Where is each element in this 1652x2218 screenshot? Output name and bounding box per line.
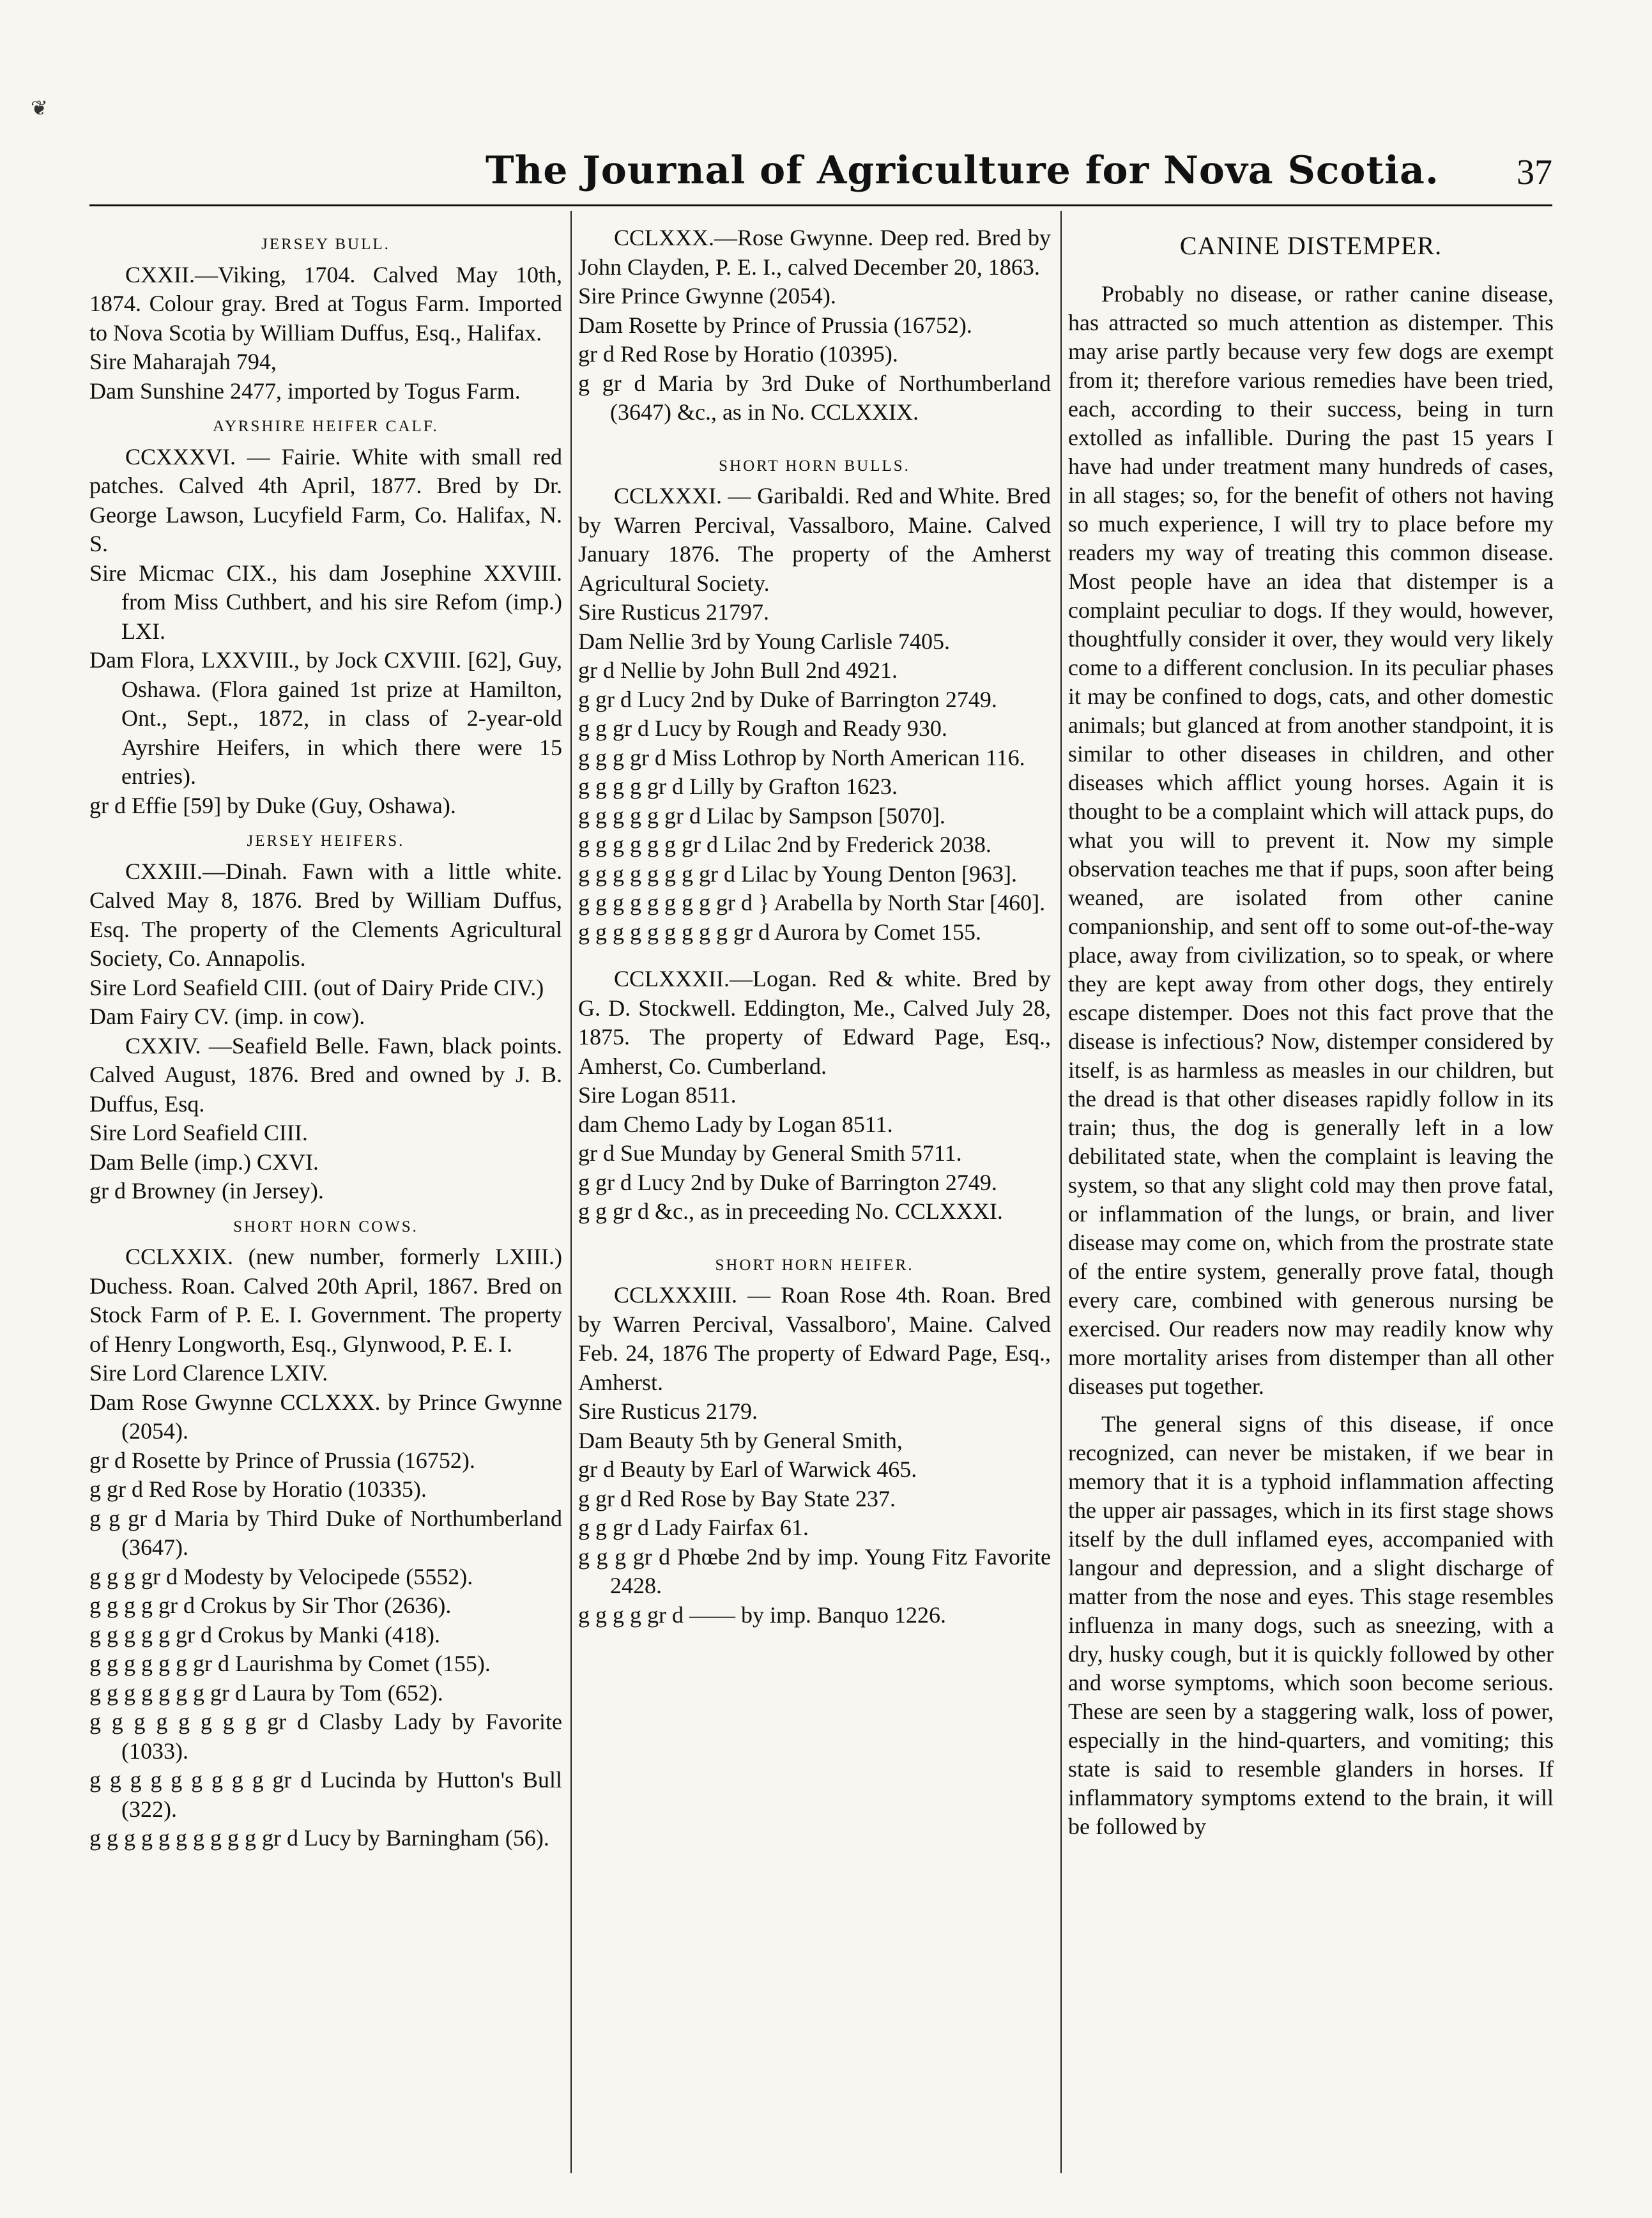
pedigree-line: g gr d Maria by 3rd Duke of Northumberland (3647) &c., as in No. CCLXXIX.	[578, 370, 1051, 425]
pedigree-line: Dam Fairy CV. (imp. in cow).	[89, 1004, 365, 1029]
pedigree-line: Sire Lord Seafield CIII. (out of Dairy Pride CIV.)	[89, 974, 544, 1000]
pedigree-line: Dam Belle (imp.) CXVI.	[89, 1149, 319, 1175]
entry-heading: CXXIII.—Dinah. Fawn with a little white. Calved May 8, 1876. Bred by William Duffus, Esq. The property of the Clements Agricultural Society, Co. Annapolis.	[89, 858, 562, 971]
section-heading: SHORT HORN BULLS.	[719, 457, 910, 475]
entry-list	[89, 857, 562, 1206]
pedigree-line: Sire Lord Clarence LXIV.	[89, 1360, 328, 1386]
section-heading: JERSEY HEIFERS.	[247, 832, 405, 850]
column-divider	[570, 211, 572, 2173]
pedigree-line: Dam Sunshine 2477, imported by Togus Farm.	[89, 378, 521, 404]
pedigree-line: g gr d Red Rose by Bay State 237.	[578, 1485, 896, 1511]
section-heading: SHORT HORN COWS.	[233, 1218, 418, 1235]
pedigree-line: g g g g g g g gr d Laura by Tom (652).	[89, 1679, 443, 1706]
pedigree-line: gr d Sue Munday by General Smith 5711.	[578, 1140, 962, 1166]
pedigree-line: Sire Logan 8511.	[578, 1082, 737, 1108]
pedigree-line: Dam Flora, LXXVIII., by Jock CXVIII. [62], Guy, Oshawa. (Flora gained 1st prize at Hamilton, Ont., Sept., 1872, in class of 2-year-old Ayrshire Heifers, in which there were 15 entries).	[89, 647, 562, 789]
pedigree-line: g g g gr d Phœbe 2nd by imp. Young Fitz Favorite 2428.	[578, 1543, 1051, 1598]
pedigree-line: g g g gr d Modesty by Velocipede (5552).	[89, 1563, 473, 1589]
pedigree-line: g g g g g g g g g gr d Aurora by Comet 155.	[578, 919, 981, 945]
pedigree-line: g g g g g gr d Crokus by Manki (418).	[89, 1621, 440, 1648]
entry-heading: CCXXXVI. — Fairie. White with small red patches. Calved 4th April, 1877. Bred by Dr. George Lawson, Lucyfield Farm, Co. Halifax, N. S.	[89, 443, 562, 556]
column-3	[1068, 224, 1554, 2167]
pedigree-line: g gr d Lucy 2nd by Duke of Barrington 2749.	[578, 1169, 997, 1195]
page-header	[89, 134, 1552, 211]
pedigree-line: Sire Rusticus 21797.	[578, 599, 770, 625]
pedigree-line: g g gr d Lucy by Rough and Ready 930.	[578, 715, 947, 741]
pedigree-line: Sire Rusticus 2179.	[578, 1398, 758, 1424]
entry-heading: CXXII.—Viking, 1704. Calved May 10th, 1874. Colour gray. Bred at Togus Farm. Imported to Nova Scotia by William Duffus, Esq., Halifax.	[89, 261, 562, 346]
pedigree-line: Dam Nellie 3rd by Young Carlisle 7405.	[578, 628, 950, 654]
entry-heading: CCLXXXII.—Logan. Red & white. Bred by G. D. Stockwell. Eddington, Me., Calved July 28, 1875. The property of Edward Page, Esq., Amherst, Co. Cumberland.	[578, 966, 1051, 1079]
article-title: CANINE DISTEMPER.	[1179, 231, 1442, 260]
entry-heading: CXXIV. —Seafield Belle. Fawn, black points. Calved August, 1876. Bred and owned by J. B. Duffus, Esq.	[89, 1032, 562, 1117]
section-heading: SHORT HORN HEIFER.	[715, 1256, 914, 1274]
column-2	[578, 224, 1051, 2167]
pedigree-line: gr d Nellie by John Bull 2nd 4921.	[578, 657, 898, 683]
entry-list	[89, 443, 562, 821]
pedigree-line: g g g g g g gr d Lilac 2nd by Frederick 2038.	[578, 832, 991, 857]
spacer	[578, 947, 1051, 965]
entry-list	[578, 1281, 1051, 1630]
column-1	[89, 224, 562, 2167]
pedigree-line: Sire Prince Gwynne (2054).	[578, 283, 836, 309]
entry-list	[578, 482, 1051, 947]
article-paragraph: The general signs of this disease, if once recognized, can never be mistaken, if we bear in memory that it is a typhoid inflammation affecting the upper air passages, which in its first stage shows itself by the dull inflamed eyes, accompanied with langour and depression, and a slight discharge of matter from the nose and eyes. This stage resembles influenza in many dogs, such as sneezing, with a dry, husky cough, but it is quickly followed by other and worse symptoms, which soon become serious. These are seen by a staggering walk, loss of power, especially in the hind-quarters, and vomiting; this state is said to resemble glanders in horses. If inflammatory symptoms extend to the brain, it will be followed by	[1068, 1411, 1554, 1839]
pedigree-line: g g g g gr d Crokus by Sir Thor (2636).	[89, 1593, 452, 1618]
column-divider	[1060, 211, 1062, 2173]
margin-mark: ❦	[31, 96, 48, 119]
pedigree-line: gr d Beauty by Earl of Warwick 465.	[578, 1457, 917, 1482]
pedigree-line: g g g g g g gr d Laurishma by Comet (155).	[89, 1651, 491, 1676]
pedigree-line: Dam Beauty 5th by General Smith,	[578, 1427, 903, 1453]
article-paragraph: Probably no disease, or rather canine disease, has attracted so much attention as distemper. This may arise partly because very few dogs are exempt from it; therefore various remedies have been tried, each, according to their success, being in turn extolled as infallible. During the past 15 years I have had under treatment many hundreds of cases, in all stages; so, for the benefit of others not having so much experience, I will try to place before my readers my way of treating this common disease. Most people have an idea that distemper is a complaint peculiar to dogs. If they would, however, thoughtfully consider it over, they would very likely come to a different conclusion. In its peculiar phases it may be confined to dogs, cats, and other domestic animals; but glanced at from another standpoint, it is similar to other diseases in children, and other diseases which afflict young horses. Again it is thought to be a complaint which will attack pups, do what you will to prevent it. Now my simple observation teaches me that if pups, soon after being weaned, are isolated from other canine companionship, and sent off to some out-of-the-way place, away from civilization, so to speak, or where they are kept away from other dogs, they entirely escape distemper. Does not this fact prove that the disease is infectious? Now, distemper considered by itself, is as harmless as measles in our children, but the dread is that other diseases rapidly follow in its train; thus, the dog is generally left in a low debilitated state, when the complaint is leaving the system, so that any slight cold may then prove fatal, or inflammation of the lungs, or brain, and liver disease may come on, which from the prostrate state of the entire system, generally prove fatal, though every care, combined with generous nursing be exercised. Our readers now may readily know why more mortality arises from distemper than all other diseases put together.	[1068, 280, 1554, 1399]
section-heading: AYRSHIRE HEIFER CALF.	[213, 418, 439, 435]
entry-list	[89, 261, 562, 406]
pedigree-line: dam Chemo Lady by Logan 8511.	[578, 1111, 893, 1137]
entry-heading: CCLXXX.—Rose Gwynne. Deep red. Bred by John Clayden, P. E. I., calved December 20, 1863.	[578, 225, 1051, 280]
entry-heading: CCLXXXI. — Garibaldi. Red and White. Bred by Warren Percival, Vassalboro, Maine. Calved January 1876. The property of the Amherst Agricultural Society.	[578, 483, 1051, 596]
pedigree-line: g g g g g g g g gr d Clasby Lady by Favorite (1033).	[89, 1709, 562, 1764]
entry-list	[578, 224, 1051, 427]
pedigree-line: g g g g g g g gr d Lilac by Young Denton [963].	[578, 860, 1017, 887]
pedigree-line: gr d Rosette by Prince of Prussia (16752).	[89, 1447, 475, 1473]
header-rule	[89, 204, 1552, 206]
entry-list	[89, 1243, 562, 1853]
pedigree-line: g g g g gr d Lilly by Grafton 1623.	[578, 774, 898, 799]
pedigree-line: Dam Rose Gwynne CCLXXX. by Prince Gwynne (2054).	[89, 1389, 562, 1444]
pedigree-line: gr d Browney (in Jersey).	[89, 1178, 324, 1204]
pedigree-line: g g gr d &c., as in preceeding No. CCLXXXI.	[578, 1198, 1003, 1224]
spacer	[578, 427, 1051, 445]
pedigree-line: Sire Maharajah 794,	[89, 349, 277, 374]
entry-heading: CCLXXIX. (new number, formerly LXIII.) Duchess. Roan. Calved 20th April, 1867. Bred on Stock Farm of P. E. I. Government. The property of Henry Longworth, Esq., Glynwood, P. E. I.	[89, 1244, 562, 1357]
pedigree-line: gr d Effie [59] by Duke (Guy, Oshawa).	[89, 792, 456, 818]
section-heading: JERSEY BULL.	[261, 236, 390, 253]
entry-heading: CCLXXXIII. — Roan Rose 4th. Roan. Bred by Warren Percival, Vassalboro', Maine. Calved Feb. 24, 1876 The property of Edward Page, Esq., Amherst.	[578, 1282, 1051, 1395]
pedigree-line: g g g gr d Miss Lothrop by North American 116.	[578, 744, 1025, 770]
entry-list	[578, 965, 1051, 1227]
pedigree-line: g g gr d Maria by Third Duke of Northumberland (3647).	[89, 1505, 562, 1560]
pedigree-line: g gr d Lucy 2nd by Duke of Barrington 2749.	[578, 686, 997, 712]
pedigree-line: g g g g g g g g gr d } Arabella by North Star [460].	[578, 890, 1046, 915]
pedigree-line: g g gr d Lady Fairfax 61.	[578, 1515, 809, 1540]
pedigree-line: g g g g g g g g g gr d Lucinda by Hutton's Bull (322).	[89, 1767, 562, 1822]
pedigree-line: g g g g g g g g g g gr d Lucy by Barningham (56).	[89, 1825, 549, 1851]
page-number: 37	[1517, 153, 1552, 192]
pedigree-line: g g g g gr d —— by imp. Banquo 1226.	[578, 1602, 946, 1628]
article-body	[1068, 280, 1554, 1841]
journal-title: The Journal of Agriculture for Nova Scotia.	[486, 148, 1439, 193]
pedigree-line: g g g g g gr d Lilac by Sampson [5070].	[578, 802, 945, 829]
pedigree-line: Dam Rosette by Prince of Prussia (16752).	[578, 312, 972, 338]
pedigree-line: gr d Red Rose by Horatio (10395).	[578, 341, 898, 367]
pedigree-line: g gr d Red Rose by Horatio (10335).	[89, 1476, 427, 1502]
pedigree-line: Sire Micmac CIX., his dam Josephine XXVIII. from Miss Cuthbert, and his sire Refom (imp.) LXI.	[89, 560, 562, 644]
pedigree-line: Sire Lord Seafield CIII.	[89, 1120, 308, 1145]
spacer	[578, 1227, 1051, 1244]
